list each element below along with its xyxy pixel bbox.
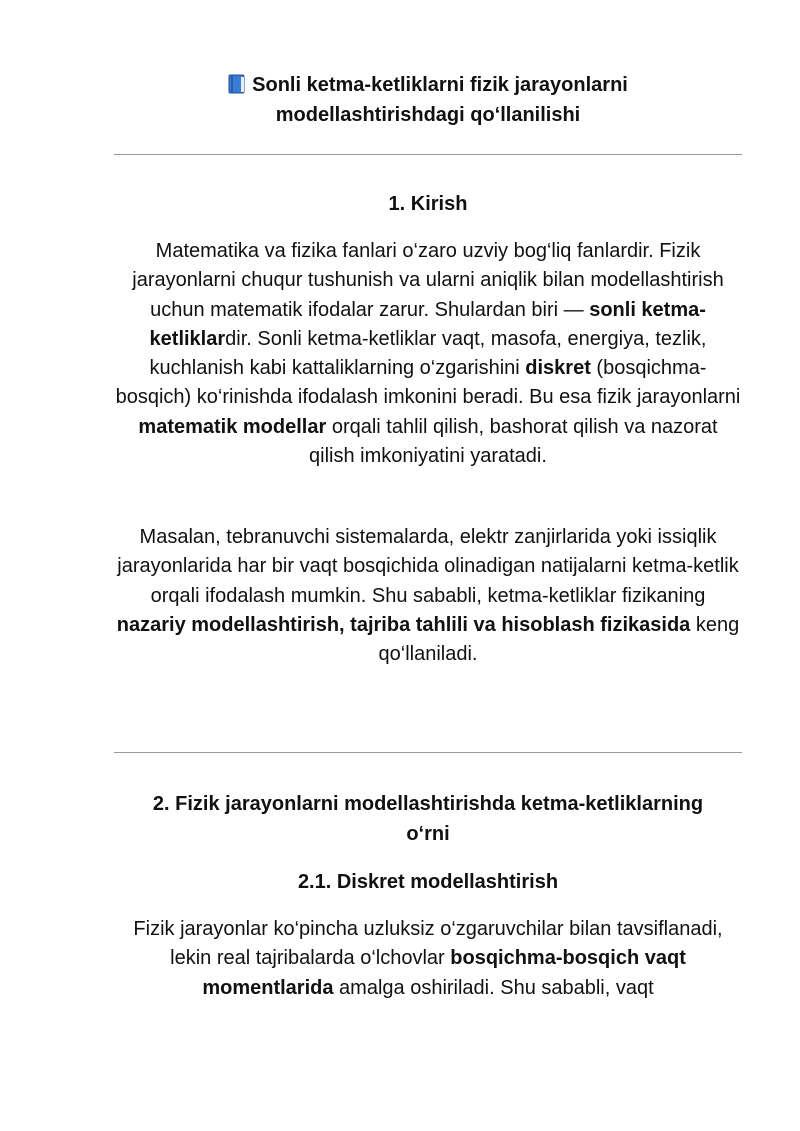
book-icon	[228, 73, 246, 93]
section-2-1-heading: 2.1. Diskret modellashtirish	[297, 871, 559, 893]
bold-term: diskret	[525, 357, 591, 380]
section-2-heading-line-2: o‘rni	[406, 823, 450, 845]
text-run: Matematika va fizika fanlari o‘zaro uzviy bog‘liq fanlardir. Fizik jarayonlarni chuqur tushunish va ularni aniqlik bilan modellashtirish uchun matematik ifodalar zarur. Shulardan biri —	[132, 240, 724, 321]
section-1-heading: 1. Kirish	[388, 193, 468, 215]
section-1-paragraph-1	[114, 237, 742, 471]
horizontal-divider	[114, 154, 742, 155]
section-2-heading-line-1: 2. Fizik jarayonlarni modellashtirishda ketma-ketliklarning	[152, 793, 704, 815]
text-run: (bosqichma-bosqich) ko‘rinishda ifodalash imkonini beradi. Bu esa fizik jarayonlarni	[115, 357, 741, 409]
section-1-paragraph-2	[114, 523, 742, 669]
text-run: Masalan, tebranuvchi sistemalarda, elektr zanjirlarida yoki issiqlik jarayonlarida har bir vaqt bosqichida olinadigan natijalarni ketma-ketlik orqali ifodalash mumkin. Shu sababli, ketma-ketliklar fizikaning	[117, 526, 739, 607]
text-run: orqali tahlil qilish, bashorat qilish va nazorat qilish imkoniyatini yaratadi.	[309, 415, 718, 468]
text-run: dir. Sonli ketma-ketliklar vaqt, masofa, energiya, tezlik, kuchlanish kabi kattaliklarning o‘zgarishini	[149, 327, 707, 380]
bold-term: matematik modellar	[138, 415, 327, 438]
text-run: keng qo‘llaniladi.	[378, 613, 740, 666]
title-text-line-2: modellashtirishdagi qo‘llanilishi	[275, 104, 581, 126]
title-text-line-1: Sonli ketma-ketliklarni fizik jarayonlarni	[252, 74, 628, 96]
text-run: Fizik jarayonlar ko‘pincha uzluksiz o‘zgaruvchilar bilan tavsiflanadi, lekin real tajribalarda o‘lchovlar	[133, 918, 723, 970]
bold-term: bosqichma-bosqich vaqt momentlarida	[202, 947, 686, 999]
section-2-paragraph-1	[114, 915, 742, 1003]
horizontal-divider	[114, 752, 742, 753]
title-line-1	[114, 70, 742, 100]
document-title	[114, 70, 742, 130]
text-run: amalga oshiriladi. Shu sababli, vaqt	[333, 976, 654, 999]
bold-term: sonli ketma-ketliklar	[149, 298, 706, 350]
bold-term: nazariy modellashtirish, tajriba tahlili va hisoblash fizikasida	[116, 613, 691, 636]
section-2-heading	[114, 789, 742, 849]
